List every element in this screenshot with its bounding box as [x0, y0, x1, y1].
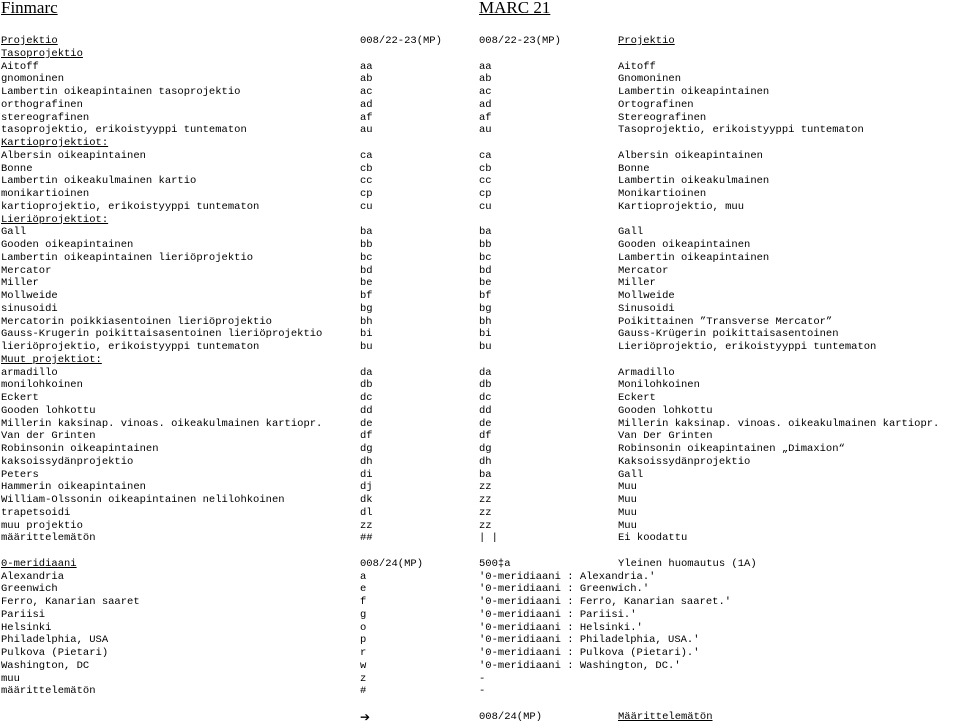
- arrow-icon: ➔: [360, 710, 371, 724]
- table-row: [0, 520, 959, 533]
- cell-c1: määrittelemätön: [1, 532, 96, 545]
- cell-c2: bg: [360, 302, 373, 315]
- cell-c4: Gall: [618, 468, 644, 481]
- table-row: [0, 163, 959, 176]
- section1-heading-col2: 008/22-23(MP): [360, 35, 442, 47]
- cell-c3: ac: [479, 86, 492, 98]
- cell-c1: Pulkova (Pietari): [1, 647, 109, 659]
- cell-c3: '0-meridiaani : Ferro, Kanarian saaret.': [479, 596, 732, 608]
- table-row: [0, 367, 959, 380]
- cell-c2: dd: [360, 404, 373, 417]
- cell-c2: dj: [360, 481, 373, 494]
- cell-c3: cc: [479, 175, 492, 188]
- cell-c1: Philadelphia, USA: [1, 634, 109, 647]
- table-row: [0, 634, 959, 647]
- cell-c1: Albersin oikeapintainen: [1, 149, 146, 162]
- table-row: [0, 405, 959, 418]
- cell-c2: bc: [360, 251, 373, 264]
- table-row: [0, 430, 959, 443]
- category-label: Muut projektiot:: [1, 353, 102, 366]
- table-row: [0, 99, 959, 112]
- cell-c2: ab: [360, 73, 373, 86]
- cell-c1: monilohkoinen: [1, 379, 83, 392]
- cell-c1: Bonne: [1, 162, 33, 175]
- category-heading: [0, 214, 959, 227]
- cell-c3: '0-meridiaani : Helsinki.': [479, 621, 643, 634]
- section1-heading-col3: 008/22-23(MP): [479, 35, 561, 47]
- footer-field: 008/24(MP): [479, 711, 543, 723]
- cell-c2: db: [360, 379, 373, 392]
- cell-c1: Pariisi: [1, 608, 46, 621]
- cell-c3: bu: [479, 341, 492, 353]
- table-row: [0, 150, 959, 163]
- cell-c1: gnomoninen: [1, 73, 65, 86]
- cell-c1: Gooden lohkottu: [1, 404, 96, 417]
- cell-c4: Millerin kaksinap. vinoas. oikeakulmainen kartiopr.: [618, 417, 940, 430]
- cell-c4: Monilohkoinen: [618, 379, 700, 392]
- cell-c2: dk: [360, 494, 373, 506]
- table-row: [0, 532, 959, 545]
- cell-c4: Van Der Grinten: [618, 430, 713, 443]
- cell-c3: ca: [479, 149, 492, 162]
- cell-c3: bf: [479, 290, 492, 302]
- footer-row: [0, 710, 959, 724]
- cell-c1: Robinsonin oikeapintainen: [1, 443, 159, 455]
- cell-c2: cb: [360, 162, 373, 175]
- cell-c1: Miller: [1, 277, 39, 290]
- cell-c4: Ortografinen: [618, 98, 694, 111]
- table-row: [0, 685, 959, 698]
- cell-c3: '0-meridiaani : Washington, DC.': [479, 659, 681, 672]
- table-row: [0, 112, 959, 125]
- category-label: Kartioprojektiot:: [1, 137, 109, 149]
- cell-c2: #: [360, 685, 367, 698]
- cell-c1: Mollweide: [1, 290, 58, 302]
- category-label: Lieriöprojektiot:: [1, 213, 109, 226]
- mapping-table: [0, 35, 959, 698]
- cell-c4: Ei koodattu: [618, 532, 688, 545]
- table-row: [0, 673, 959, 686]
- cell-c1: Hammerin oikeapintainen: [1, 481, 146, 494]
- table-row: [0, 469, 959, 482]
- cell-c1: muu projektio: [1, 519, 83, 532]
- cell-c2: df: [360, 430, 373, 443]
- cell-c1: Lambertin oikeakulmainen kartio: [1, 175, 197, 188]
- cell-c3: ba: [479, 468, 492, 481]
- table-row: [0, 622, 959, 635]
- table-row: [0, 494, 959, 507]
- cell-c2: de: [360, 417, 373, 430]
- cell-c4: Tasoprojektio, erikoistyyppi tuntematon: [618, 124, 864, 137]
- cell-c3: zz: [479, 506, 492, 519]
- cell-c3: be: [479, 277, 492, 290]
- cell-c3: dg: [479, 443, 492, 455]
- table-row: [0, 175, 959, 188]
- cell-c3: bg: [479, 302, 492, 315]
- cell-c3: dd: [479, 404, 492, 417]
- cell-c3: zz: [479, 494, 492, 506]
- table-row: [0, 265, 959, 278]
- cell-c4: Lieriöprojektio, erikoistyyppi tuntematon: [618, 341, 877, 353]
- cell-c1: lieriöprojektio, erikoistyyppi tuntematon: [1, 341, 260, 353]
- cell-c3: bd: [479, 264, 492, 277]
- cell-c3: ab: [479, 73, 492, 86]
- cell-c1: orthografinen: [1, 98, 83, 111]
- table-row: [0, 660, 959, 673]
- section2-heading-col4: Yleinen huomautus (1A): [618, 557, 757, 570]
- cell-c2: dg: [360, 443, 373, 455]
- section-spacer: [0, 545, 959, 558]
- cell-c2: p: [360, 634, 367, 647]
- cell-c4: Mollweide: [618, 290, 675, 302]
- cell-c4: Lambertin oikeapintainen: [618, 251, 770, 264]
- cell-c3: '0-meridiaani : Pulkova (Pietari).': [479, 647, 700, 659]
- cell-c1: Mercator: [1, 264, 52, 277]
- cell-c3: bb: [479, 239, 492, 251]
- cell-c3: de: [479, 417, 492, 430]
- cell-c2: be: [360, 277, 373, 290]
- cell-c4: Gall: [618, 226, 644, 239]
- cell-c1: Millerin kaksinap. vinoas. oikeakulmainen kartiopr.: [1, 417, 323, 430]
- section2-heading-col3: 500‡a: [479, 557, 511, 570]
- cell-c2: af: [360, 111, 373, 124]
- cell-c2: ac: [360, 86, 373, 98]
- category-heading: [0, 48, 959, 61]
- cell-c1: Gall: [1, 226, 27, 239]
- cell-c2: dl: [360, 506, 373, 519]
- cell-c1: Alexandria: [1, 570, 65, 583]
- cell-c3: af: [479, 111, 492, 124]
- cell-c1: William-Olssonin oikeapintainen nelilohkoinen: [1, 494, 285, 506]
- cell-c3: '0-meridiaani : Greenwich.': [479, 583, 650, 596]
- cell-c3: bi: [479, 328, 492, 341]
- cell-c3: da: [479, 366, 492, 379]
- cell-c4: Gauss-Krügerin poikittaisasentoinen: [618, 328, 839, 341]
- cell-c2: ca: [360, 149, 373, 162]
- cell-c4: Lambertin oikeakulmainen: [618, 175, 770, 188]
- cell-c1: Aitoff: [1, 60, 39, 73]
- table-row: [0, 61, 959, 74]
- table-row: [0, 443, 959, 456]
- cell-c1: muu: [1, 672, 20, 685]
- cell-c4: Lambertin oikeapintainen: [618, 86, 770, 98]
- cell-c1: stereografinen: [1, 111, 90, 124]
- cell-c3: '0-meridiaani : Alexandria.': [479, 570, 656, 583]
- table-row: [0, 303, 959, 316]
- cell-c2: zz: [360, 519, 373, 532]
- cell-c3: -: [479, 672, 486, 685]
- cell-c4: Muu: [618, 519, 637, 532]
- cell-c3: dh: [479, 455, 492, 468]
- cell-c1: kaksoissydänprojektio: [1, 455, 134, 468]
- cell-c4: Muu: [618, 506, 637, 519]
- cell-c4: Sinusoidi: [618, 302, 675, 315]
- cell-c3: bc: [479, 251, 492, 264]
- table-row: [0, 481, 959, 494]
- cell-c4: Robinsonin oikeapintainen „Dimaxion“: [618, 443, 845, 455]
- cell-c4: Poikittainen ”Transverse Mercator”: [618, 315, 833, 328]
- cell-c2: cc: [360, 175, 373, 188]
- cell-c2: bi: [360, 328, 373, 341]
- cell-c2: a: [360, 570, 367, 583]
- cell-c2: dh: [360, 455, 373, 468]
- category-heading: [0, 354, 959, 367]
- section1-heading-col1: Projektio: [1, 35, 58, 47]
- cell-c2: ad: [360, 98, 373, 111]
- table-row: [0, 124, 959, 137]
- cell-c2: bu: [360, 341, 373, 353]
- cell-c2: e: [360, 583, 367, 596]
- table-row: [0, 379, 959, 392]
- cell-c1: Helsinki: [1, 621, 52, 634]
- cell-c2: o: [360, 621, 367, 634]
- cell-c1: Peters: [1, 468, 39, 481]
- table-row: [0, 571, 959, 584]
- header-marc21: MARC 21: [479, 0, 551, 17]
- table-row: [0, 226, 959, 239]
- cell-c2: bh: [360, 315, 373, 328]
- cell-c1: sinusoidi: [1, 302, 58, 315]
- cell-c4: Miller: [618, 277, 656, 290]
- table-row: [0, 252, 959, 265]
- table-row: [0, 86, 959, 99]
- cell-c2: bf: [360, 290, 373, 302]
- cell-c2: cp: [360, 188, 373, 200]
- cell-c3: db: [479, 379, 492, 392]
- cell-c1: Gooden oikeapintainen: [1, 239, 134, 251]
- cell-c2: au: [360, 124, 373, 137]
- cell-c1: tasoprojektio, erikoistyyppi tuntematon: [1, 124, 247, 137]
- header-finmarc: Finmarc: [1, 0, 58, 17]
- section1-heading-col4: Projektio: [618, 35, 675, 47]
- cell-c1: trapetsoidi: [1, 506, 71, 519]
- table-row: [0, 456, 959, 469]
- table-row: [0, 316, 959, 329]
- table-row: [0, 239, 959, 252]
- table-row: [0, 418, 959, 431]
- table-row: [0, 583, 959, 596]
- table-row: [0, 647, 959, 660]
- cell-c1: Greenwich: [1, 583, 58, 596]
- table-row: [0, 596, 959, 609]
- cell-c3: ba: [479, 226, 492, 239]
- cell-c1: Gauss-Krugerin poikittaisasentoinen lieriöprojektio: [1, 328, 323, 341]
- cell-c1: monikartioinen: [1, 188, 90, 200]
- category-heading: [0, 137, 959, 150]
- cell-c4: Mercator: [618, 264, 669, 277]
- cell-c2: bd: [360, 264, 373, 277]
- cell-c4: Albersin oikeapintainen: [618, 149, 763, 162]
- cell-c4: Muu: [618, 481, 637, 494]
- table-row: [0, 341, 959, 354]
- cell-c1: Lambertin oikeapintainen lieriöprojektio: [1, 251, 254, 264]
- cell-c3: bh: [479, 315, 492, 328]
- cell-c4: Kartioprojektio, muu: [618, 200, 745, 213]
- cell-c4: Monikartioinen: [618, 188, 707, 200]
- cell-c2: g: [360, 608, 367, 621]
- cell-c3: | |: [479, 532, 498, 545]
- cell-c1: Lambertin oikeapintainen tasoprojektio: [1, 86, 241, 98]
- cell-c1: Eckert: [1, 392, 39, 404]
- table-row: [0, 507, 959, 520]
- cell-c3: df: [479, 430, 492, 443]
- category-label: Tasoprojektio: [1, 47, 83, 60]
- cell-c4: Kaksoissydänprojektio: [618, 455, 751, 468]
- cell-c3: zz: [479, 519, 492, 532]
- cell-c3: ad: [479, 98, 492, 111]
- table-row: [0, 328, 959, 341]
- cell-c1: määrittelemätön: [1, 685, 96, 698]
- cell-c4: Stereografinen: [618, 111, 707, 124]
- cell-c2: bb: [360, 239, 373, 251]
- cell-c4: Aitoff: [618, 60, 656, 73]
- cell-c1: armadillo: [1, 366, 58, 379]
- table-row: [0, 277, 959, 290]
- cell-c3: '0-meridiaani : Pariisi.': [479, 608, 637, 621]
- table-row: [0, 73, 959, 86]
- cell-c3: zz: [479, 481, 492, 494]
- cell-c2: ##: [360, 532, 373, 545]
- cell-c1: Mercatorin poikkiasentoinen lieriöprojektio: [1, 315, 272, 328]
- section2-heading-row: [0, 558, 959, 571]
- cell-c2: aa: [360, 60, 373, 73]
- cell-c4: Eckert: [618, 392, 656, 404]
- table-row: [0, 188, 959, 201]
- section2-heading-col1: 0-meridiaani: [1, 557, 77, 570]
- cell-c3: cb: [479, 162, 492, 175]
- cell-c2: cu: [360, 200, 373, 213]
- cell-c3: au: [479, 124, 492, 137]
- cell-c3: aa: [479, 60, 492, 73]
- cell-c4: Armadillo: [618, 366, 675, 379]
- cell-c2: ba: [360, 226, 373, 239]
- cell-c4: Gooden oikeapintainen: [618, 239, 751, 251]
- cell-c3: '0-meridiaani : Philadelphia, USA.': [479, 634, 700, 647]
- cell-c1: Ferro, Kanarian saaret: [1, 596, 140, 608]
- cell-c4: Gnomoninen: [618, 73, 682, 86]
- cell-c4: Muu: [618, 494, 637, 506]
- cell-c3: -: [479, 685, 486, 698]
- cell-c3: dc: [479, 392, 492, 404]
- cell-c2: dc: [360, 392, 373, 404]
- table-row: [0, 392, 959, 405]
- cell-c2: f: [360, 596, 367, 608]
- cell-c2: r: [360, 647, 367, 659]
- table-row: [0, 290, 959, 303]
- cell-c2: da: [360, 366, 373, 379]
- cell-c1: Van der Grinten: [1, 430, 96, 443]
- section2-heading-col2: 008/24(MP): [360, 557, 424, 570]
- cell-c3: cu: [479, 200, 492, 213]
- cell-c4: Bonne: [618, 162, 650, 175]
- footer-value: Määrittelemätön: [618, 711, 713, 723]
- cell-c2: z: [360, 672, 367, 685]
- cell-c4: Gooden lohkottu: [618, 404, 713, 417]
- section1-heading-row: [0, 35, 959, 48]
- cell-c2: di: [360, 468, 373, 481]
- cell-c2: w: [360, 659, 367, 672]
- table-row: [0, 201, 959, 214]
- cell-c1: Washington, DC: [1, 659, 90, 672]
- cell-c1: kartioprojektio, erikoistyyppi tuntematon: [1, 200, 260, 213]
- cell-c3: cp: [479, 188, 492, 200]
- table-row: [0, 609, 959, 622]
